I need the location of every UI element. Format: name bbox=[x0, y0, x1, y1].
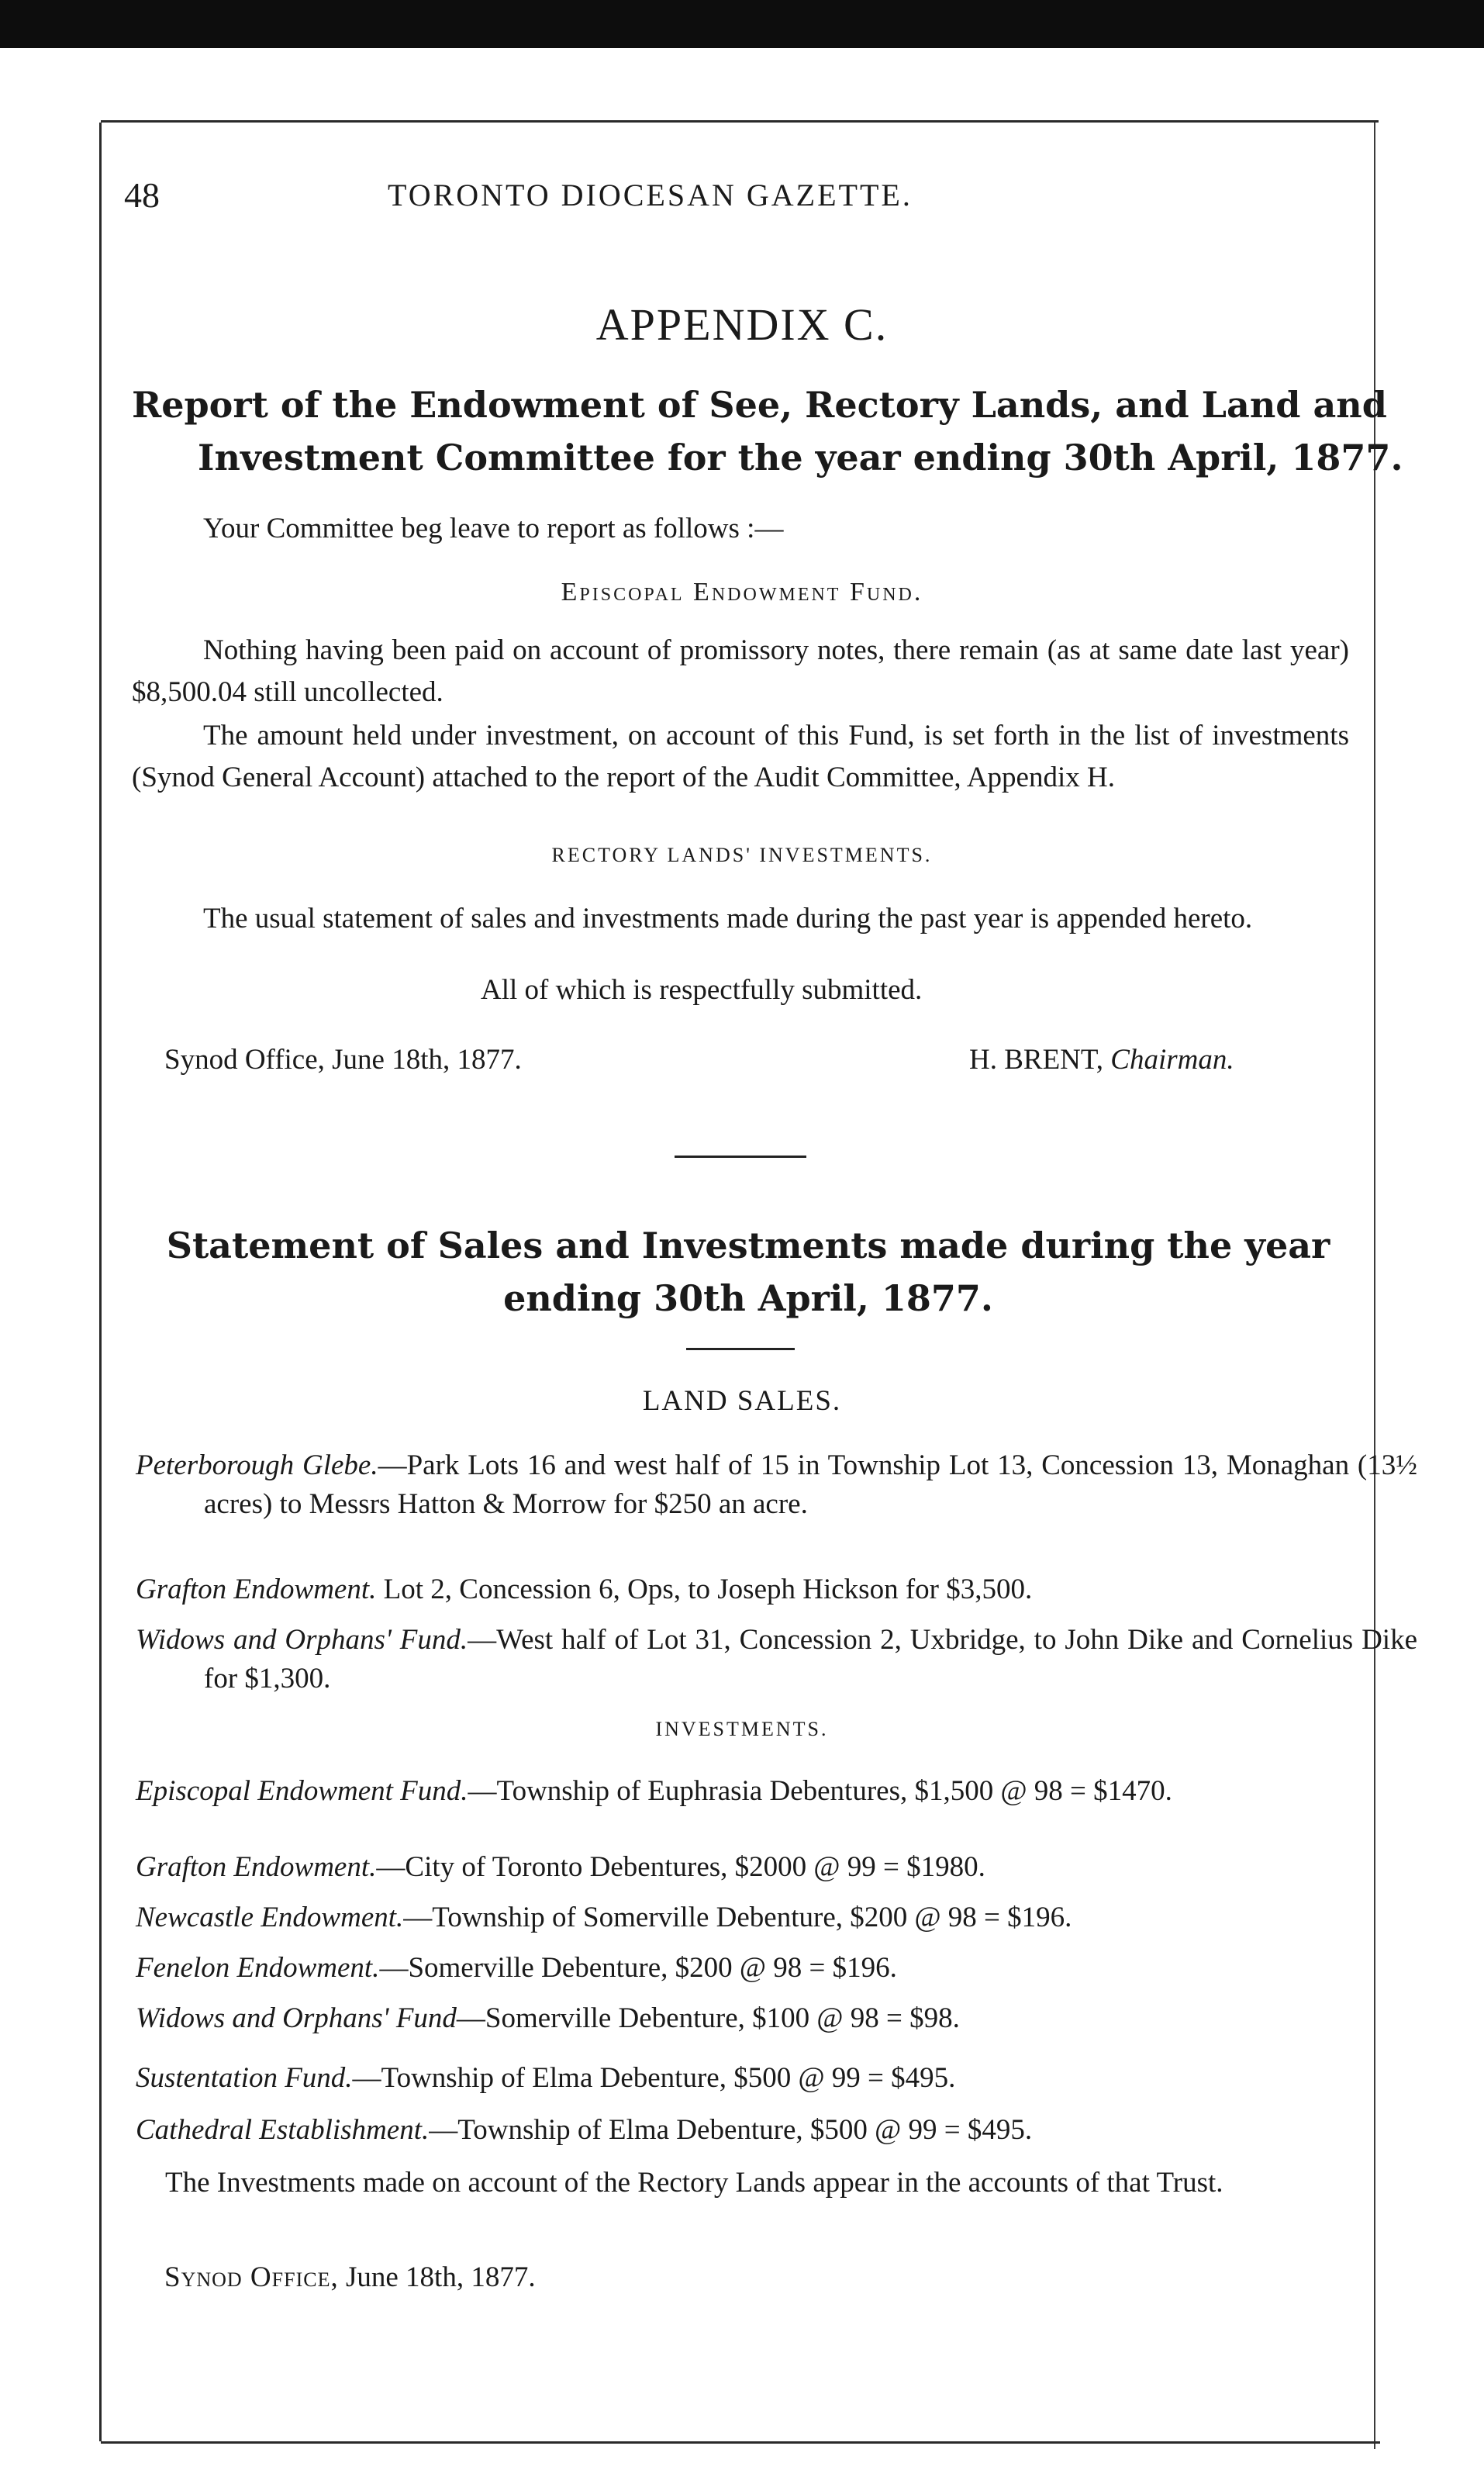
entry-lead: Newcastle Endowment. bbox=[136, 1902, 404, 1933]
page-number: 48 bbox=[124, 175, 160, 215]
closing-paragraph: The Investments made on account of the Rectory Lands appear in the accounts of that Trust. bbox=[165, 2167, 1223, 2199]
entry-lead: Episcopal Endowment Fund. bbox=[136, 1775, 468, 1807]
closing-date: June 18th, 1877. bbox=[338, 2261, 536, 2293]
episcopal-paragraph-1: Nothing having been paid on account of promissory notes, there remain (as at same date last year) $8,500.04 still uncollected. bbox=[132, 634, 1349, 708]
investment-entry bbox=[136, 1848, 1417, 1887]
entry-text: —Somerville Debenture, $100 @ 98 = $98. bbox=[456, 2002, 960, 2034]
land-sales-heading: LAND SALES. bbox=[642, 1385, 842, 1417]
entry-lead: Grafton Endowment. bbox=[136, 1574, 377, 1605]
investment-entry bbox=[136, 1999, 1417, 2038]
rectory-paragraph: The usual statement of sales and investments made during the past year is appended hereto. bbox=[203, 903, 1253, 934]
entry-lead: Fenelon Endowment. bbox=[136, 1952, 380, 1984]
rectory-lands-heading: RECTORY LANDS' INVESTMENTS. bbox=[551, 844, 933, 866]
investment-entry bbox=[136, 1898, 1417, 1937]
page-border-left bbox=[99, 123, 102, 2441]
entry-text: —Township of Somerville Debenture, $200 @ 98 = $196. bbox=[403, 1902, 1072, 1933]
scan-top-bar bbox=[0, 0, 1484, 48]
entry-lead: Grafton Endowment. bbox=[136, 1851, 377, 1883]
investments-heading: INVESTMENTS. bbox=[655, 1718, 829, 1740]
submitted-line: All of which is respectfully submitted. bbox=[481, 974, 923, 1006]
land-sale-entry bbox=[136, 1570, 1417, 1609]
page-border-top bbox=[101, 120, 1379, 123]
running-head: TORONTO DIOCESAN GAZETTE. bbox=[388, 178, 913, 212]
entry-text: Lot 2, Concession 6, Ops, to Joseph Hickson for $3,500. bbox=[376, 1574, 1033, 1605]
signature-name bbox=[969, 1043, 1234, 1076]
episcopal-fund-heading: Episcopal Endowment Fund. bbox=[561, 578, 923, 606]
entry-text: —Park Lots 16 and west half of 15 in Township Lot 13, Concession 13, Monaghan (13½ acres) to Messrs Hatton & Morrow for $250 an acre. bbox=[204, 1449, 1417, 1520]
section-divider-short bbox=[686, 1348, 795, 1350]
entry-text: —Somerville Debenture, $200 @ 98 = $196. bbox=[379, 1952, 897, 1984]
entry-lead: Peterborough Glebe. bbox=[136, 1449, 378, 1481]
closing-signature bbox=[164, 2261, 536, 2294]
entry-lead: Widows and Orphans' Fund. bbox=[136, 1624, 468, 1656]
investment-entry bbox=[136, 2111, 1417, 2150]
page-border-bottom bbox=[101, 2441, 1380, 2444]
signature-place-date: Synod Office, June 18th, 1877. bbox=[164, 1044, 522, 1076]
investment-entry bbox=[136, 1949, 1417, 1988]
chairman-title: Chairman. bbox=[1110, 1044, 1234, 1076]
entry-text: —West half of Lot 31, Concession 2, Uxbridge, to John Dike and Cornelius Dike for $1,300. bbox=[204, 1624, 1417, 1695]
entry-lead: Widows and Orphans' Fund bbox=[136, 2002, 457, 2034]
entry-text: —Township of Elma Debenture, $500 @ 99 = $495. bbox=[429, 2114, 1033, 2146]
entry-lead: Sustentation Fund. bbox=[136, 2062, 353, 2094]
land-sale-entry bbox=[136, 1446, 1417, 1524]
entry-text: —City of Toronto Debentures, $2000 @ 99 = $1980. bbox=[376, 1851, 985, 1883]
episcopal-paragraph-2: The amount held under investment, on account of this Fund, is set forth in the list of investments (Synod General Account) attached to the report of the Audit Committee, Appendix H. bbox=[132, 720, 1349, 793]
appendix-title: APPENDIX C. bbox=[595, 299, 889, 350]
closing-office: Synod Office, bbox=[164, 2261, 339, 2293]
entry-lead: Cathedral Establishment. bbox=[136, 2114, 430, 2146]
investment-entry bbox=[136, 1772, 1417, 1811]
statement-heading: Statement of Sales and Investments made during the year ending 30th April, 1877. bbox=[166, 1225, 1330, 1319]
investment-entry bbox=[136, 2059, 1417, 2098]
chairman-name: H. BRENT, bbox=[969, 1044, 1104, 1076]
section-divider bbox=[675, 1156, 806, 1158]
intro-line: Your Committee beg leave to report as follows :— bbox=[203, 513, 784, 544]
report-heading: Report of the Endowment of See, Rectory Lands, and Land and Investment Committee for the year ending 30th April, 1877. bbox=[132, 384, 1403, 478]
entry-text: —Township of Euphrasia Debentures, $1,500 @ 98 = $1470. bbox=[468, 1775, 1172, 1807]
land-sale-entry bbox=[136, 1621, 1417, 1698]
entry-text: —Township of Elma Debenture, $500 @ 99 = $495. bbox=[352, 2062, 956, 2094]
